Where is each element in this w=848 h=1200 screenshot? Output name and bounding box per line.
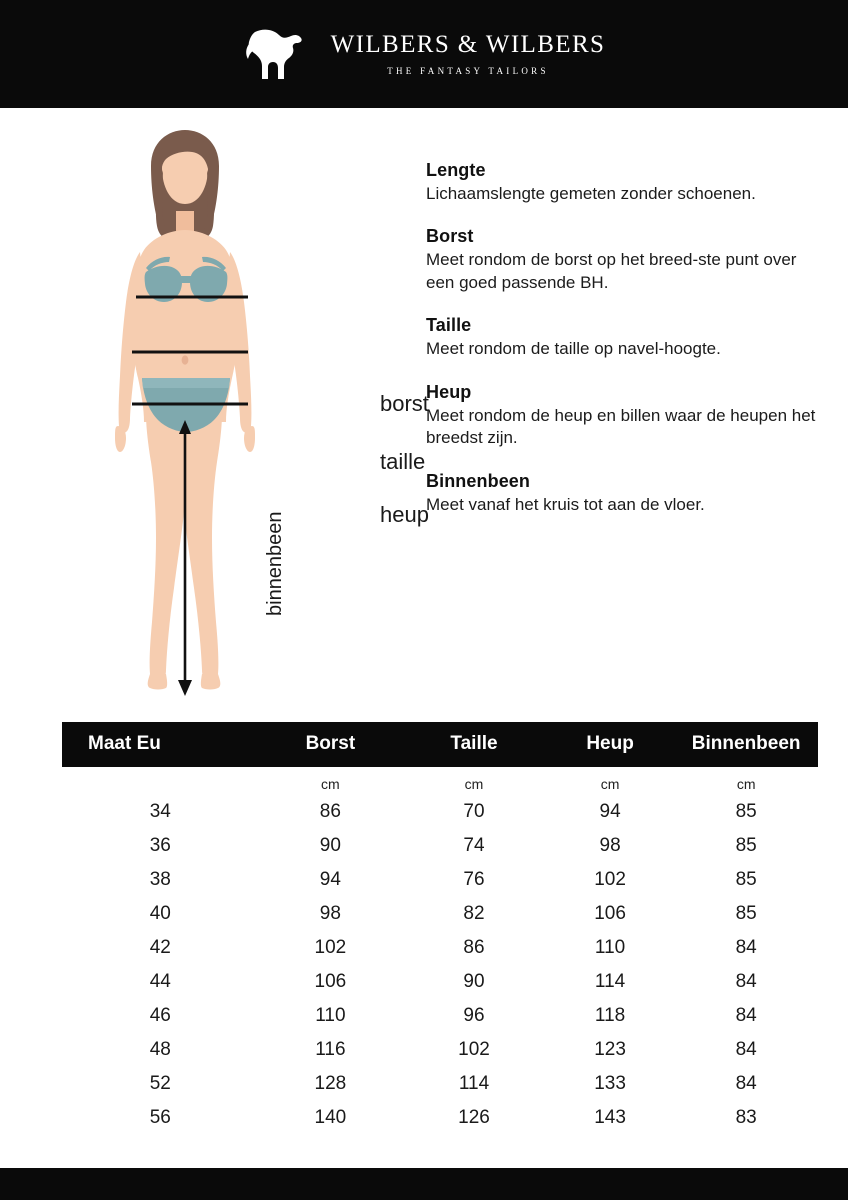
size-table-wrapper bbox=[62, 722, 818, 1135]
instruction-text: Meet vanaf het kruis tot aan de vloer. bbox=[426, 494, 705, 514]
instructions-list bbox=[426, 160, 822, 537]
instruction-title: Binnenbeen bbox=[426, 470, 531, 491]
unit-chest: cm bbox=[321, 776, 340, 792]
cell-chest: 110 bbox=[315, 1005, 346, 1026]
cell-hip: 94 bbox=[599, 801, 621, 822]
brand-lockup bbox=[331, 32, 606, 75]
cell-hip: 133 bbox=[594, 1073, 626, 1094]
table-row bbox=[62, 1033, 818, 1067]
table-row bbox=[62, 863, 818, 897]
instruction-title: Borst bbox=[426, 226, 474, 247]
table-row bbox=[62, 1067, 818, 1101]
cell-hip: 143 bbox=[594, 1107, 626, 1128]
table-row bbox=[62, 999, 818, 1033]
instruction-text: Meet rondom de taille op navel-hoogte. bbox=[426, 339, 721, 359]
instruction-item bbox=[426, 471, 822, 516]
header-inseam: Binnenbeen bbox=[674, 722, 818, 767]
cell-waist: 96 bbox=[463, 1005, 485, 1026]
cell-inseam: 83 bbox=[735, 1107, 757, 1128]
unit-row bbox=[62, 767, 818, 795]
cell-size: 34 bbox=[149, 801, 171, 822]
cell-waist: 86 bbox=[463, 937, 485, 958]
table-row bbox=[62, 931, 818, 965]
cell-inseam: 84 bbox=[735, 1039, 757, 1060]
cell-inseam: 85 bbox=[735, 801, 757, 822]
cell-hip: 118 bbox=[594, 1005, 626, 1026]
cell-waist: 82 bbox=[463, 903, 485, 924]
table-row bbox=[62, 897, 818, 931]
header-chest: Borst bbox=[259, 722, 403, 767]
cell-hip: 106 bbox=[594, 903, 626, 924]
cell-waist: 90 bbox=[463, 971, 485, 992]
instruction-title: Lengte bbox=[426, 160, 486, 180]
label-chest: borst bbox=[380, 391, 429, 416]
footer-bar bbox=[0, 1168, 848, 1200]
cell-inseam: 85 bbox=[735, 869, 757, 890]
instruction-item bbox=[426, 315, 822, 360]
cell-hip: 102 bbox=[594, 869, 626, 890]
measurement-guide-section bbox=[0, 108, 848, 716]
instruction-title: Heup bbox=[426, 381, 472, 402]
label-waist: taille bbox=[380, 449, 426, 474]
cell-size: 38 bbox=[149, 869, 171, 890]
cell-size: 42 bbox=[149, 937, 171, 958]
label-hip: heup bbox=[380, 502, 429, 527]
cell-hip: 98 bbox=[599, 835, 621, 856]
table-row bbox=[62, 795, 818, 829]
cell-inseam: 85 bbox=[735, 903, 757, 924]
cell-waist: 74 bbox=[463, 835, 485, 856]
cell-chest: 140 bbox=[314, 1107, 347, 1128]
header-hip: Heup bbox=[546, 722, 675, 767]
instruction-item bbox=[426, 160, 822, 205]
cell-chest: 106 bbox=[314, 971, 347, 992]
cell-chest: 94 bbox=[319, 869, 341, 890]
cell-hip: 110 bbox=[594, 937, 626, 958]
table-row bbox=[62, 829, 818, 863]
unit-size bbox=[62, 767, 259, 795]
cell-waist: 76 bbox=[463, 869, 485, 890]
instruction-item bbox=[426, 382, 822, 450]
cell-chest: 128 bbox=[314, 1073, 347, 1094]
cell-inseam: 84 bbox=[735, 937, 757, 958]
cell-size: 46 bbox=[149, 1005, 171, 1026]
size-table-head bbox=[62, 722, 818, 767]
unit-hip: cm bbox=[600, 776, 620, 792]
table-row bbox=[62, 1101, 818, 1135]
brand-tagline: THE FANTASY TAILORS bbox=[387, 65, 549, 76]
cell-size: 56 bbox=[149, 1107, 171, 1128]
cell-waist: 114 bbox=[458, 1073, 490, 1094]
page-header bbox=[0, 0, 848, 108]
cell-waist: 102 bbox=[458, 1039, 490, 1060]
cell-inseam: 84 bbox=[735, 1005, 757, 1026]
cell-inseam: 84 bbox=[735, 1073, 757, 1094]
cell-size: 36 bbox=[149, 835, 171, 856]
unit-waist: cm bbox=[464, 776, 484, 792]
cell-chest: 98 bbox=[319, 903, 341, 924]
cell-chest: 86 bbox=[319, 801, 341, 822]
label-inseam: binnenbeen bbox=[264, 511, 286, 616]
size-table bbox=[62, 722, 818, 1135]
cell-hip: 123 bbox=[594, 1039, 626, 1060]
horse-logo-icon bbox=[243, 24, 315, 84]
cell-inseam: 85 bbox=[735, 835, 757, 856]
cell-size: 40 bbox=[149, 903, 171, 924]
cell-waist: 70 bbox=[463, 801, 485, 822]
header-size: Maat Eu bbox=[62, 722, 259, 767]
cell-size: 44 bbox=[149, 971, 171, 992]
instruction-text: Lichaamslengte gemeten zonder schoenen. bbox=[426, 184, 756, 203]
cell-chest: 90 bbox=[319, 835, 341, 856]
size-table-body bbox=[62, 767, 818, 1135]
header-waist: Taille bbox=[402, 722, 546, 767]
body-figure-illustration bbox=[96, 126, 429, 706]
cell-chest: 102 bbox=[314, 937, 347, 958]
cell-chest: 116 bbox=[315, 1039, 346, 1060]
cell-size: 52 bbox=[149, 1073, 171, 1094]
cell-size: 48 bbox=[149, 1039, 171, 1060]
brand-name: WILBERS & WILBERS bbox=[330, 31, 606, 59]
female-body-svg bbox=[96, 126, 386, 706]
instruction-item bbox=[426, 226, 822, 294]
cell-hip: 114 bbox=[594, 971, 626, 992]
table-row bbox=[62, 965, 818, 999]
unit-inseam: cm bbox=[736, 776, 756, 792]
instruction-text: Meet rondom de heup en billen waar de heupen het breedst zijn. bbox=[426, 405, 816, 448]
cell-waist: 126 bbox=[458, 1107, 490, 1128]
table-header-row bbox=[62, 722, 818, 767]
instruction-title: Taille bbox=[426, 315, 472, 336]
instruction-text: Meet rondom de borst op het breed-ste punt over een goed passende BH. bbox=[426, 250, 797, 292]
cell-inseam: 84 bbox=[735, 971, 757, 992]
